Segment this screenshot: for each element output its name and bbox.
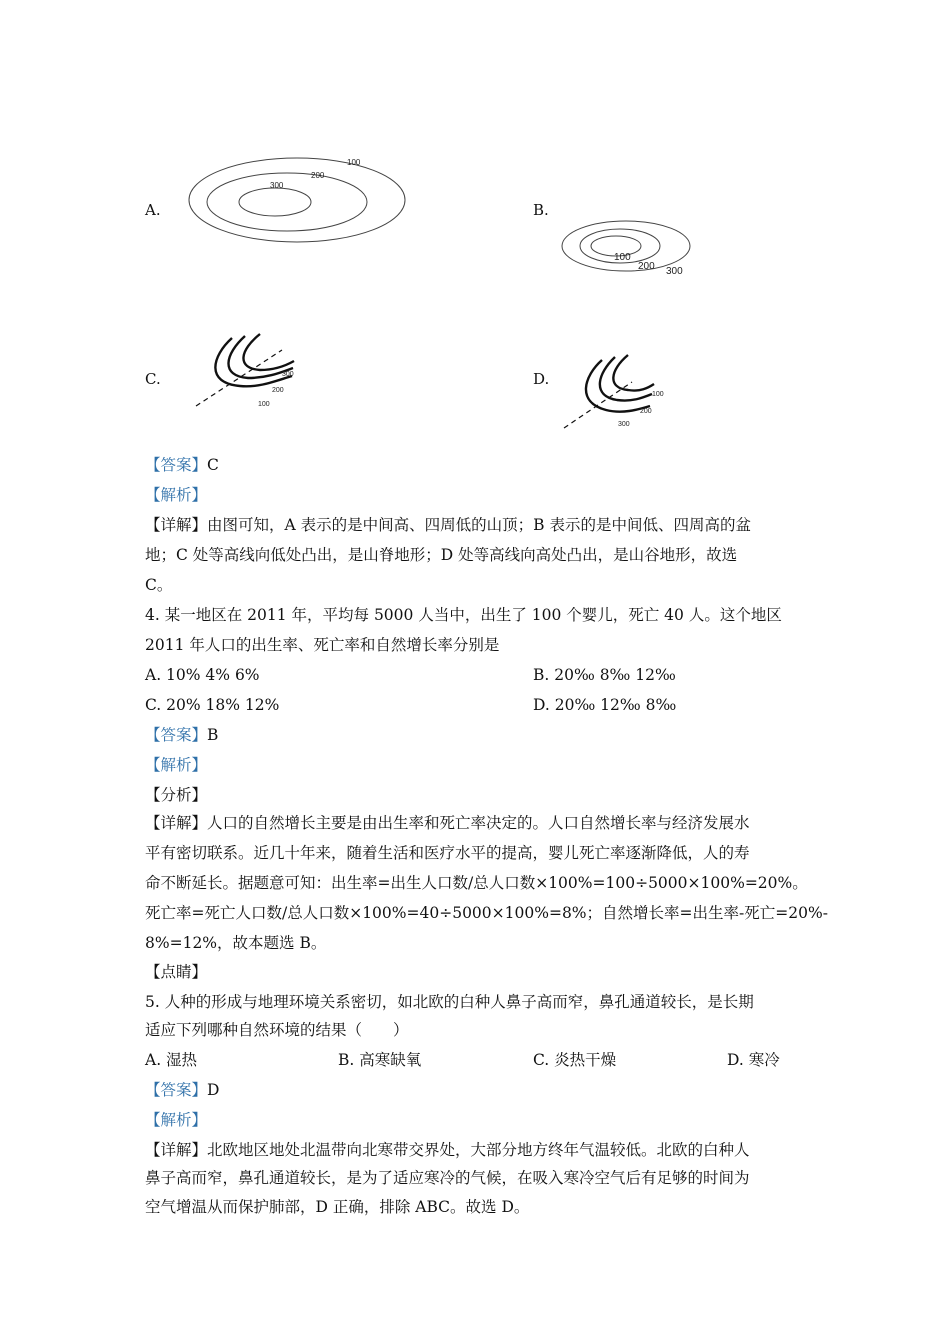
map-d-label-3: 300	[618, 421, 630, 428]
q5-option-d[interactable]: D. 寒冷	[727, 1051, 780, 1069]
q3-answer-tag: 【答案】	[145, 456, 208, 474]
q3-detail-tag: 【详解】	[145, 516, 208, 534]
q4-detail-line-3: 命不断延长。据题意可知：出生率=出生人口数/总人口数×100%=100÷5000×100%=20%。	[145, 874, 808, 892]
map-c-label-1: 300	[282, 371, 294, 378]
q4-detail-text-1: 人口的自然增长主要是由出生率和死亡率决定的。人口自然增长率与经济发展水	[207, 814, 750, 832]
q4-detail-line-1	[145, 813, 750, 833]
option-d-label[interactable]: D.	[533, 370, 550, 388]
q3-detail-line-1	[145, 515, 751, 535]
q5-detail-line-1	[145, 1140, 750, 1160]
q3-detail-text-1: 由图可知，A 表示的是中间高、四周低的山顶；B 表示的是中间低、四周高的盆	[207, 516, 751, 534]
q4-answer: B	[207, 726, 219, 744]
q3-detail-line-2: 地；C 处等高线向低处凸出，是山脊地形；D 处等高线向高处凸出，是山谷地形，故选	[145, 546, 738, 564]
q3-answer-line	[145, 455, 219, 475]
q5-stem-line-1: 5. 人种的形成与地理环境关系密切，如北欧的白种人鼻子高而窄，鼻孔通道较长，是长期	[145, 993, 754, 1011]
map-a-label-2: 200	[311, 171, 325, 180]
option-b-label[interactable]: B.	[533, 201, 549, 219]
map-d-label-2: 200	[640, 408, 652, 415]
contour-map-d	[562, 352, 672, 432]
q4-option-c[interactable]: C. 20% 18% 12%	[145, 696, 280, 714]
map-b-label-3: 300	[666, 266, 683, 277]
map-c-label-3: 100	[258, 401, 270, 408]
q4-option-b[interactable]: B. 20‰ 8‰ 12‰	[533, 666, 676, 684]
q5-answer: D	[207, 1081, 220, 1099]
q4-detail-line-4: 死亡率=死亡人口数/总人口数×100%=40÷5000×100%=8%；自然增长率=出生率-死亡=20%-	[145, 904, 828, 922]
q5-stem-line-2: 适应下列哪种自然环境的结果（ ）	[145, 1021, 409, 1039]
q3-answer: C	[207, 456, 219, 474]
map-b-label-2: 200	[638, 261, 655, 272]
q5-analysis-tag: 【解析】	[145, 1111, 208, 1129]
q3-detail-line-3: C。	[145, 576, 173, 594]
option-a-label[interactable]: A.	[145, 201, 161, 219]
q5-answer-line	[145, 1080, 219, 1100]
q5-answer-tag: 【答案】	[145, 1081, 208, 1099]
map-a-label-1: 100	[347, 158, 361, 167]
map-b-label-1: 100	[614, 252, 631, 263]
q3-analysis-tag: 【解析】	[145, 486, 208, 504]
q5-detail-text-1: 北欧地区地处北温带向北寒带交界处，大部分地方终年气温较低。北欧的白种人	[207, 1141, 750, 1159]
contour-map-c	[190, 328, 310, 413]
q4-dianjing-tag: 【点睛】	[145, 963, 208, 981]
contour-map-b	[558, 218, 698, 278]
q5-option-a[interactable]: A. 湿热	[145, 1051, 198, 1069]
q5-option-c[interactable]: C. 炎热干燥	[533, 1051, 617, 1069]
contour-map-a	[185, 150, 415, 250]
q4-detail-tag: 【详解】	[145, 814, 208, 832]
q5-detail-line-2: 鼻子高而窄，鼻孔通道较长，是为了适应寒冷的气候，在吸入寒冷空气后有足够的时间为	[145, 1169, 750, 1187]
q5-detail-tag: 【详解】	[145, 1141, 208, 1159]
q4-analysis-tag: 【解析】	[145, 756, 208, 774]
q5-detail-line-3: 空气增温从而保护肺部，D 正确，排除 ABC。故选 D。	[145, 1198, 530, 1216]
q5-option-b[interactable]: B. 高寒缺氧	[338, 1051, 422, 1069]
q4-option-a[interactable]: A. 10% 4% 6%	[145, 666, 260, 684]
q4-stem-line-2: 2011 年人口的出生率、死亡率和自然增长率分别是	[145, 636, 500, 654]
map-d-label-1: 100	[652, 391, 664, 398]
q4-detail-line-2: 平有密切联系。近几十年来，随着生活和医疗水平的提高，婴儿死亡率逐渐降低，人的寿	[145, 844, 750, 862]
q4-answer-line	[145, 725, 218, 745]
option-c-label[interactable]: C.	[145, 370, 161, 388]
map-c-label-2: 200	[272, 387, 284, 394]
q4-option-d[interactable]: D. 20‰ 12‰ 8‰	[533, 696, 677, 714]
q4-stem-line-1: 4. 某一地区在 2011 年，平均每 5000 人当中，出生了 100 个婴儿，死亡 40 人。这个地区	[145, 606, 782, 624]
q4-fenxi-tag: 【分析】	[145, 786, 208, 804]
map-a-label-3: 300	[270, 181, 284, 190]
q4-answer-tag: 【答案】	[145, 726, 208, 744]
q4-detail-line-5: 8%=12%，故本题选 B。	[145, 934, 327, 952]
